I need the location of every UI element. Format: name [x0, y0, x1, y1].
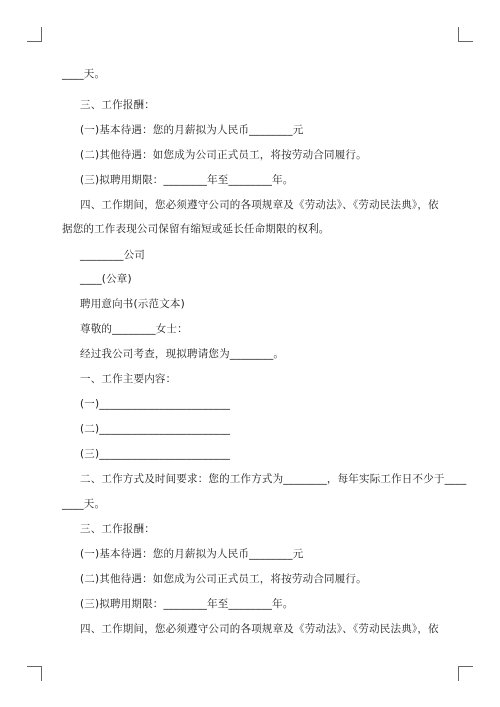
- crop-mark-top-left: [27, 27, 42, 42]
- text-line: (二)其他待遇：如您成为公司正式员工，将按劳动合同履行。: [80, 149, 367, 161]
- crop-mark-bottom-left: [27, 666, 42, 681]
- text-line: (一)________________________: [80, 398, 231, 410]
- text-line: (一)基本待遇：您的月薪拟为人民币________元: [80, 548, 304, 560]
- salutation: 尊敬的________女士：: [80, 323, 188, 335]
- text-line: (三)拟聘用期限：________年至________年。: [80, 598, 294, 610]
- crop-mark-top-right: [458, 27, 473, 42]
- text-line: 四、工作期间，您必须遵守公司的各项规章及《劳动法》、《劳动民法典》，依: [80, 199, 439, 211]
- text-line: (三)________________________: [80, 448, 231, 460]
- section-heading: 一、工作主要内容：: [80, 373, 177, 385]
- text-line: 据您的工作表现公司保留有缩短或延长任命期限的权利。: [62, 223, 330, 235]
- text-line: (二)其他待遇：如您成为公司正式员工，将按劳动合同履行。: [80, 573, 367, 585]
- text-line: 经过我公司考查，现拟聘请您为________。: [80, 348, 285, 360]
- document-title: 聘用意向书(示范文本): [80, 298, 185, 310]
- text-line: 二、工作方式及时间要求：您的工作方式为________，每年实际工作日不少于____: [80, 473, 467, 485]
- text-line: (三)拟聘用期限：________年至________年。: [80, 174, 294, 186]
- text-line: (二)________________________: [80, 423, 231, 435]
- text-line: 四、工作期间，您必须遵守公司的各项规章及《劳动法》、《劳动民法典》，依: [80, 623, 439, 635]
- section-heading: 三、工作报酬：: [80, 523, 155, 535]
- text-line: ____天。: [62, 498, 106, 510]
- section-heading: 三、工作报酬：: [80, 99, 155, 111]
- text-line: ____天。: [62, 68, 106, 80]
- text-line: (一)基本待遇：您的月薪拟为人民币________元: [80, 124, 304, 136]
- crop-mark-bottom-right: [458, 666, 473, 681]
- text-line: ____(公章): [80, 273, 132, 285]
- text-line: ________公司: [80, 249, 145, 261]
